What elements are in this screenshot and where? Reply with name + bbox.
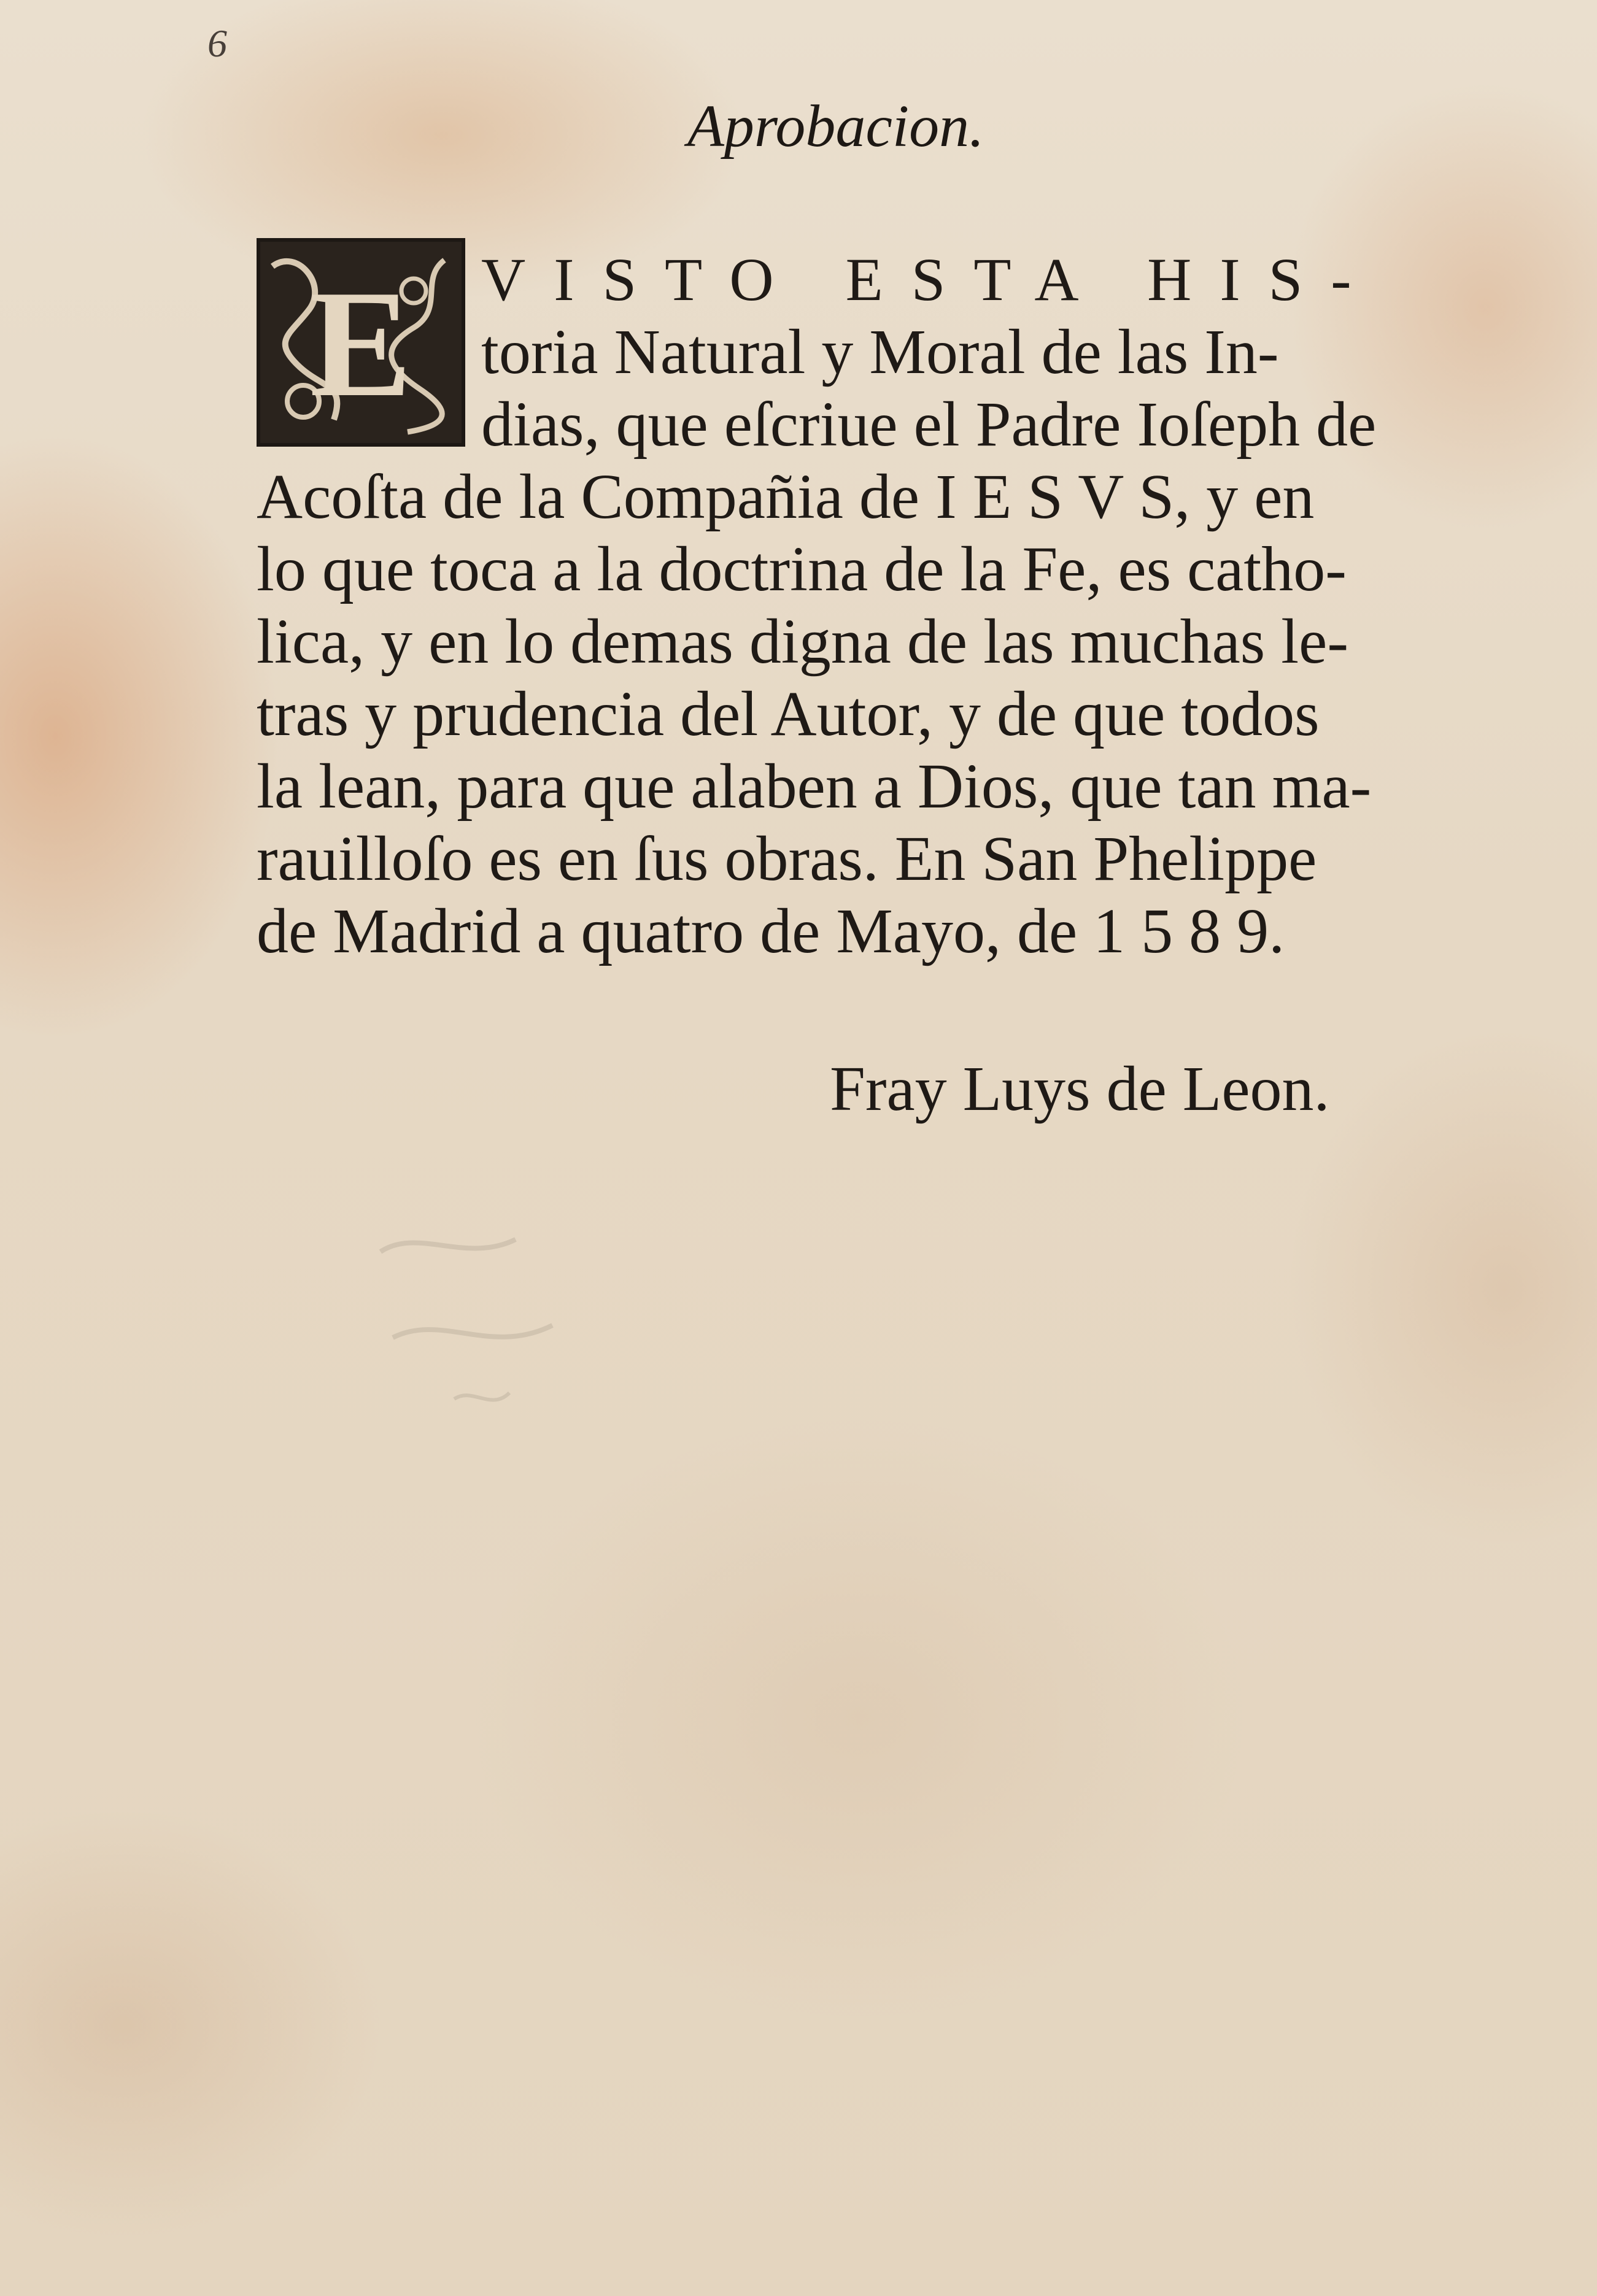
text-line-9: rauilloſo es en ſus obras. En San Phelippe bbox=[257, 823, 1317, 894]
text-line-3: dias, que eſcriue el Padre Ioſeph de bbox=[481, 389, 1377, 460]
text-line-4: Acoſta de la Compañia de I E S V S, y en bbox=[257, 461, 1315, 532]
text-line-7: tras y prudencia del Autor, y de que todos bbox=[257, 679, 1320, 749]
bleed-through-icon bbox=[368, 1178, 675, 1436]
initial-ornament bbox=[260, 242, 462, 443]
text-line-5: lo que toca a la doctrina de la Fe, es catho- bbox=[257, 534, 1347, 604]
text-line-6: lica, y en lo demas digna de las muchas le- bbox=[257, 606, 1348, 677]
folio-number: 6 bbox=[207, 21, 227, 65]
text-line-8: la lean, para que alaben a Dios, que tan ma- bbox=[257, 751, 1372, 822]
initial-letter: E bbox=[309, 259, 412, 429]
decorated-initial-icon bbox=[257, 238, 465, 447]
signature: Fray Luys de Leon. bbox=[830, 1054, 1330, 1124]
text-line-2: toria Natural y Moral de las In- bbox=[481, 317, 1279, 387]
text-line-10: de Madrid a quatro de Mayo, de 1 5 8 9. bbox=[257, 896, 1285, 966]
running-head: Aprobacion. bbox=[687, 93, 984, 160]
text-line-1: VISTO ESTA HIS- bbox=[481, 245, 1380, 314]
